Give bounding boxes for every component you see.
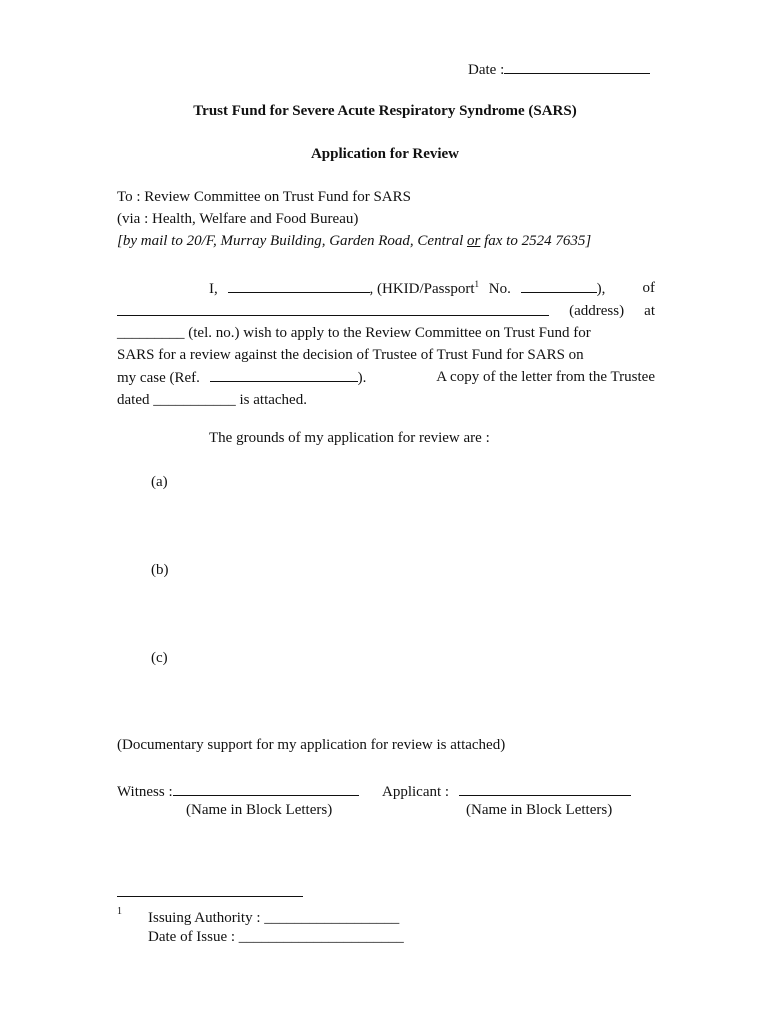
date-line <box>468 58 650 79</box>
witness-label: Witness : <box>117 784 173 800</box>
grounds-intro: The grounds of my application for review are : <box>209 430 490 446</box>
body-copy-text: A copy of the letter from the Trustee <box>436 369 655 385</box>
documentary-support-note: (Documentary support for my application for review is attached) <box>117 737 506 753</box>
date-label: Date : <box>468 62 505 78</box>
footnote-issuing-authority: Issuing Authority : __________________ <box>148 910 400 926</box>
body-i: I, <box>209 281 218 297</box>
body-hkid: , (HKID/Passport <box>369 281 475 297</box>
hkid-number-field[interactable] <box>521 277 597 293</box>
mail-prefix: [by mail to 20/F, Murray Building, Garden Road, Central <box>117 233 467 249</box>
body-ref-close: ). <box>357 370 367 386</box>
ground-item-b: (b) <box>151 562 169 578</box>
body-line-4 <box>117 344 655 366</box>
applicant-line <box>382 780 631 801</box>
body-line-1 <box>117 277 655 300</box>
date-field[interactable] <box>504 58 650 74</box>
body-address: (address) <box>569 303 625 319</box>
ground-item-c: (c) <box>151 650 168 666</box>
body-line-3-text: _________ (tel. no.) wish to apply to the Review Committee on Trust Fund for <box>117 325 591 341</box>
footnote-ref: 1 <box>474 279 479 289</box>
body-line-5 <box>117 366 655 389</box>
footnote-date-of-issue: Date of Issue : ______________________ <box>148 929 404 945</box>
body-close-paren: ), <box>596 281 606 297</box>
body-at: at <box>644 303 655 319</box>
ground-item-a: (a) <box>151 474 168 490</box>
form-subtitle: Application for Review <box>310 146 460 162</box>
witness-field[interactable] <box>173 780 359 796</box>
case-ref-field[interactable] <box>210 366 358 382</box>
applicant-note: (Name in Block Letters) <box>466 802 613 818</box>
body-line-4-text: SARS for a review against the decision of Trustee of Trust Fund for SARS on <box>117 347 584 363</box>
footnote-divider <box>117 896 303 897</box>
mail-suffix: fax to 2524 7635] <box>480 233 592 249</box>
application-paragraph <box>117 277 655 411</box>
mail-or: or <box>467 233 481 249</box>
body-line-6: dated ___________ is attached. <box>117 392 307 408</box>
body-no: No. <box>488 281 511 297</box>
body-line-2 <box>117 300 655 322</box>
addressee-to: To : Review Committee on Trust Fund for SARS <box>117 189 411 205</box>
form-title: Trust Fund for Severe Acute Respiratory Syndrome (SARS) <box>193 103 577 119</box>
body-ref: my case (Ref. <box>117 370 200 386</box>
name-field[interactable] <box>228 277 370 293</box>
addressee-mail <box>117 233 591 250</box>
applicant-field[interactable] <box>459 780 631 796</box>
witness-note: (Name in Block Letters) <box>186 802 333 818</box>
addressee-via: (via : Health, Welfare and Food Bureau) <box>117 211 359 227</box>
address-field[interactable] <box>117 300 549 316</box>
body-line-3 <box>117 322 655 344</box>
witness-line <box>117 780 359 801</box>
footnote-marker: 1 <box>117 906 122 917</box>
applicant-label: Applicant : <box>382 784 450 800</box>
body-of: of <box>642 280 655 296</box>
